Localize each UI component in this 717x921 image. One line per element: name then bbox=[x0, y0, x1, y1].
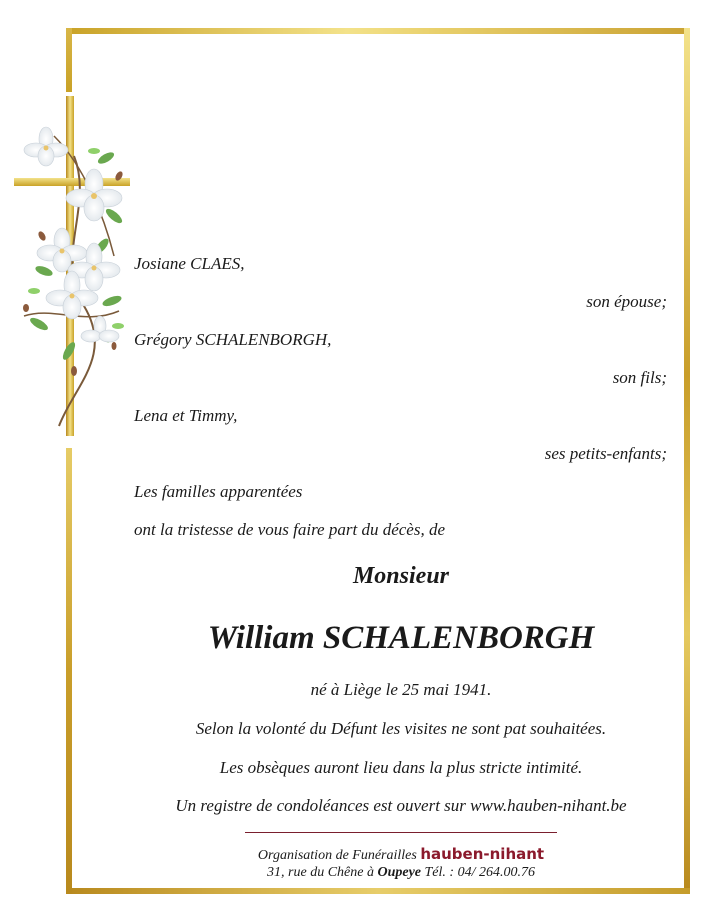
phone: Tél. : 04/ 264.00.76 bbox=[424, 865, 535, 880]
brand-logo: hauben-nihant bbox=[420, 845, 545, 863]
address-city: Oupeye bbox=[377, 865, 422, 880]
border-left-upper bbox=[66, 28, 72, 92]
deceased-name: William SCHALENBORGH bbox=[207, 620, 595, 656]
family-member-1-relation: son épouse; bbox=[586, 292, 667, 311]
birth-line: né à Liège le 25 mai 1941. bbox=[310, 680, 492, 699]
intro-line: ont la tristesse de vous faire part du décès, de bbox=[134, 520, 445, 539]
family-member-2-relation: son fils; bbox=[612, 368, 667, 387]
border-left-lower bbox=[66, 448, 72, 894]
footer-divider bbox=[245, 832, 557, 833]
border-bottom bbox=[66, 888, 690, 894]
family-member-1-name: Josiane CLAES, bbox=[134, 254, 245, 273]
condolence-register-line: Un registre de condoléances est ouvert sur www.hauben-nihant.be bbox=[175, 796, 627, 815]
cross-flowers-icon bbox=[14, 96, 132, 441]
footer-organisation bbox=[200, 845, 602, 864]
border-top bbox=[66, 28, 690, 34]
footer-address bbox=[200, 865, 602, 881]
funeral-line: Les obsèques auront lieu dans la plus stricte intimité. bbox=[219, 758, 583, 777]
honorific: Monsieur bbox=[352, 563, 450, 589]
family-member-2-name: Grégory SCHALENBORGH, bbox=[134, 330, 332, 349]
relatives-line: Les familles apparentées bbox=[134, 482, 303, 501]
organisation-label: Organisation de Funérailles bbox=[257, 848, 417, 863]
visits-line: Selon la volonté du Défunt les visites ne sont pat souhaitées. bbox=[195, 719, 607, 738]
border-right bbox=[684, 28, 690, 894]
family-member-3-relation: ses petits-enfants; bbox=[544, 444, 667, 463]
family-member-3-name: Lena et Timmy, bbox=[134, 406, 238, 425]
address-street: 31, rue du Chêne à bbox=[267, 865, 374, 880]
